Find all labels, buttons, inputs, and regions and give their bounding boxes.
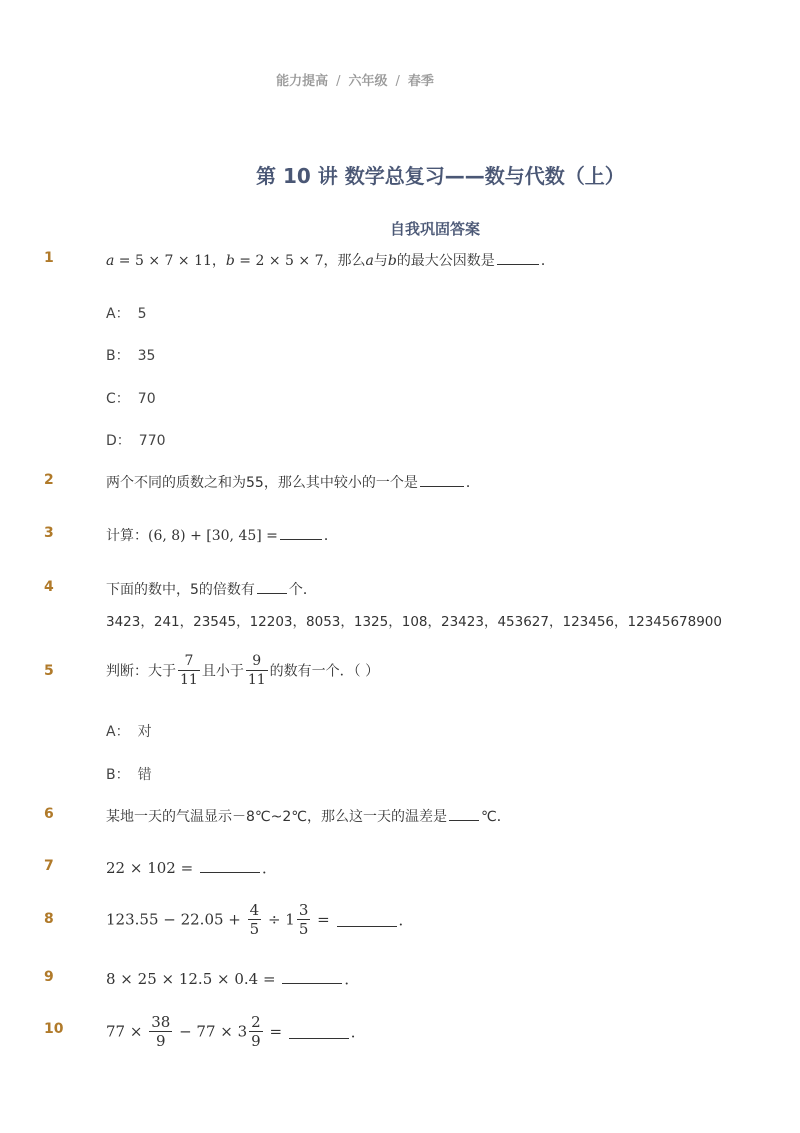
fraction [246, 652, 268, 689]
option-text: 对 [137, 724, 152, 740]
text-end: ． [350, 1023, 366, 1041]
text-end: ． [540, 253, 555, 269]
answer-blank [200, 858, 260, 873]
question-number: 4 [44, 579, 54, 595]
option-text: 35 [137, 348, 156, 364]
answer-blank [497, 250, 539, 265]
section-subtitle: 自我巩固答案 [390, 220, 481, 238]
unit-text: 个． [288, 582, 317, 598]
page-title: 第 10 讲 数学总复习——数与代数（上） [256, 164, 625, 188]
var-a: a [106, 253, 115, 269]
fraction-denominator: 9 [251, 1032, 261, 1050]
unit-text: ℃． [481, 809, 511, 825]
text-tail: 的数有一个．（ ） [269, 663, 380, 680]
question-6-text [106, 806, 511, 826]
math-expression: 123.55 − 22.05 + [106, 910, 246, 929]
answer-blank [280, 525, 322, 540]
text-end: ． [323, 528, 338, 544]
option-a [106, 303, 147, 323]
math-expression: (6, 8) + [30, 45] [148, 528, 262, 544]
answer-blank [420, 472, 464, 487]
question-number: 5 [44, 663, 54, 679]
question-number: 2 [44, 472, 54, 488]
option-text: 错 [137, 767, 152, 783]
text-tail: 的最大公因数是 [396, 253, 495, 269]
breadcrumb-item: 春季 [407, 74, 434, 89]
option-letter: C： [106, 391, 130, 407]
fraction [297, 901, 311, 938]
option-text: 70 [137, 391, 156, 407]
text-end: ． [398, 911, 414, 929]
fraction-numerator: 7 [178, 652, 200, 671]
question-number: 6 [44, 806, 54, 822]
breadcrumb-separator: / [336, 74, 341, 89]
question-body: 下面的数中，5的倍数有 [106, 582, 255, 598]
equals: = [312, 910, 335, 929]
question-9-text [106, 968, 359, 989]
question-4-text [106, 579, 317, 599]
question-body: 某地一天的气温显示－8℃~2℃，那么这一天的温差是 [106, 809, 447, 825]
fraction-denominator: 9 [155, 1032, 166, 1050]
question-3-text [106, 525, 338, 545]
fraction-denominator: 11 [247, 672, 266, 688]
option-letter: A： [106, 306, 130, 322]
question-prefix: 判断：大于 [106, 663, 176, 680]
answer-blank [289, 1024, 349, 1039]
breadcrumb-separator: / [395, 74, 400, 89]
answer-blank [449, 806, 479, 821]
ref-a: a [365, 253, 374, 269]
question-7-text [106, 857, 277, 878]
question-10-text [106, 1013, 366, 1050]
question-2-text [106, 472, 480, 492]
comma: ， [211, 253, 226, 269]
equals: = [261, 528, 278, 544]
answer-blank [337, 912, 397, 927]
text-and: 与 [373, 253, 388, 269]
expr-a: = 5 × 7 × 11 [114, 253, 212, 269]
equals: = [264, 1022, 287, 1041]
option-b [106, 764, 152, 784]
question-prefix: 计算： [106, 528, 148, 544]
answer-blank [282, 969, 342, 984]
option-d [106, 430, 166, 450]
fraction [248, 901, 262, 938]
question-number: 9 [44, 969, 54, 985]
breadcrumb-item: 六年级 [348, 74, 388, 89]
question-5-text [106, 652, 379, 689]
answer-blank [257, 579, 287, 594]
fraction [249, 1013, 263, 1050]
option-b [106, 345, 155, 365]
text-mid: ，那么 [323, 253, 366, 269]
option-text: 5 [137, 306, 147, 322]
fraction-denominator: 5 [298, 920, 309, 938]
option-letter: B： [106, 767, 130, 783]
option-c [106, 388, 156, 408]
math-operator: − 77 × 3 [174, 1022, 248, 1041]
question-number: 1 [44, 250, 54, 266]
fraction-numerator: 4 [249, 901, 260, 919]
fraction-numerator: 38 [151, 1013, 171, 1031]
math-expression: 77 × [106, 1022, 148, 1041]
option-a [106, 721, 152, 741]
fraction-numerator: 3 [298, 901, 309, 919]
question-body: 两个不同的质数之和为55，那么其中较小的一个是 [106, 475, 418, 491]
number-list: 3423，241，23545，12203，8053，1325，108，23423，453627，123456，12345678900 [106, 614, 722, 630]
math-operator: ÷ 1 [263, 910, 295, 929]
fraction-numerator: 9 [246, 652, 268, 671]
expr-b: = 2 × 5 × 7 [234, 253, 324, 269]
fraction-numerator: 2 [251, 1013, 261, 1031]
fraction-denominator: 5 [249, 920, 260, 938]
fraction [178, 652, 200, 689]
option-text: 770 [138, 433, 166, 449]
question-8-text [106, 901, 414, 938]
ref-b: b [387, 253, 397, 269]
option-letter: A： [106, 724, 130, 740]
fraction-denominator: 11 [180, 672, 198, 688]
var-b: b [225, 253, 235, 269]
question-number: 3 [44, 525, 54, 541]
breadcrumb [0, 70, 710, 89]
breadcrumb-item: 能力提高 [276, 74, 329, 89]
question-1-text [106, 250, 555, 270]
text-end: ． [465, 475, 480, 491]
option-letter: B： [106, 348, 130, 364]
text-end: ． [261, 859, 277, 877]
math-expression: 22 × 102 = [106, 859, 198, 877]
question-number: 8 [44, 911, 54, 927]
option-letter: D： [106, 433, 131, 449]
text-mid: 且小于 [201, 663, 244, 680]
question-number: 10 [44, 1021, 64, 1037]
math-expression: 8 × 25 × 12.5 × 0.4 = [106, 970, 281, 988]
text-end: ． [344, 970, 360, 988]
fraction [149, 1013, 172, 1050]
question-number: 7 [44, 858, 54, 874]
